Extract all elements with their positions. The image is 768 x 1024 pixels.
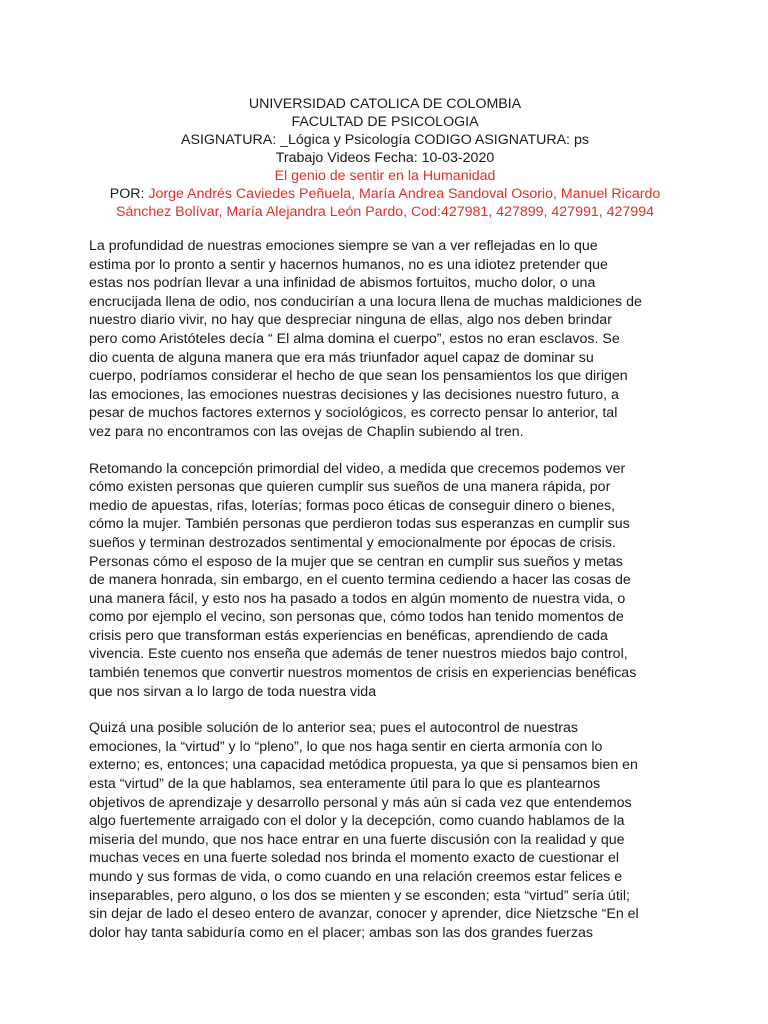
paragraph-2: Retomando la concepción primordial del video, a medida que crecemos podemos ver cómo existen personas que quieren cumplir sus sueños de una manera rápida, por medio de apuestas, rifas, loterías; formas poco éticas de conseguir dinero o bienes, cómo la mujer. También personas que perdieron todas sus esperanzas en cumplir sus sueños y terminan destrozados sentimental y emocionalmente por épocas de crisis. Personas cómo el esposo de la mujer que se centran en cumplir sus sueños y metas de manera honrada, sin embargo, en el cuento termina cediendo a hacer las cosas de una manera fácil, y esto nos ha pasado a todos en algún momento de nuestra vida, o como por ejemplo el vecino, son personas que, cómo todos han tenido momentos de crisis pero que transforman estás experiencias en benéficas, aprendiendo de cada vivencia. Este cuento nos enseña que además de tener nuestros miedos bajo control, también tenemos que convertir nuestros momentos de crisis en experiencias benéficas que nos sirvan a lo largo de toda nuestra vida <box>89 460 637 700</box>
document-title: El genio de sentir en la Humanidad <box>274 168 496 184</box>
document-header <box>80 95 690 221</box>
authors-line-2: Sánchez Bolívar, María Alejandra León Pardo, Cod:427981, 427899, 427991, 427994 <box>116 204 654 220</box>
authors-block <box>80 185 690 203</box>
by-label: POR: <box>109 186 149 202</box>
faculty-name: FACULTAD DE PSICOLOGIA <box>291 114 479 130</box>
university-name: UNIVERSIDAD CATOLICA DE COLOMBIA <box>248 96 522 112</box>
paragraph-1: La profundidad de nuestras emociones siempre se van a ver reflejadas en lo que estima por lo pronto a sentir y hacernos humanos, no es una idiotez pretender que estas nos podrían llevar a una infinidad de abismos fortuitos, mucho dolor, o una encrucijada llena de odio, nos conducirían a una locura llena de muchas maldiciones de nuestro diario vivir, no hay que despreciar ninguna de ellas, algo nos deben brindar pero como Aristóteles decía “ El alma domina el cuerpo”, estos no eran esclavos. Se dio cuenta de alguna manera que era más triunfador aquel capaz de dominar su cuerpo, podríamos considerar el hecho de que sean los pensamientos los que dirigen las emociones, las emociones nuestras decisiones y las decisiones nuestro futuro, a pesar de muchos factores externos y sociológicos, es correcto pensar lo anterior, tal vez para no encontramos con las ovejas de Chaplin subiendo al tren. <box>89 238 642 440</box>
authors-line-1: Jorge Andrés Caviedes Peñuela, María Andrea Sandoval Osorio, Manuel Ricardo <box>148 186 661 202</box>
work-date-line: Trabajo Videos Fecha: 10-03-2020 <box>275 150 495 166</box>
paragraph-3: Quizá una posible solución de lo anterior sea; pues el autocontrol de nuestras emociones, la “virtud” y lo “pleno”, lo que nos haga sentir en cierta armonía con lo externo; es, entonces; una capacidad metódica propuesta, ya que si pensamos bien en esta “virtud” de la que hablamos, sea enteramente útil para lo que es plantearnos objetivos de aprendizaje y desarrollo personal y más aún si cada vez que entendemos algo fuertemente arraigado con el dolor y la decepción, como cuando hablamos de la miseria del mundo, que nos hace entrar en una fuerte discusión con la realidad y que muchas veces en una fuerte soledad nos brinda el momento exacto de cuestionar el mundo y sus formas de vida, o como cuando en una relación creemos estar felices e inseparables, pero alguno, o los dos se mienten y se esconden; esta “virtud” sería útil; sin dejar de lado el deseo entero de avanzar, conocer y aprender, dice Nietzsche “En el dolor hay tanta sabiduría como en el placer; ambas son las dos grandes fuerzas <box>89 720 639 941</box>
subject-line: ASIGNATURA: _Lógica y Psicología CODIGO ASIGNATURA: ps <box>181 132 589 148</box>
document-body <box>89 237 689 960</box>
